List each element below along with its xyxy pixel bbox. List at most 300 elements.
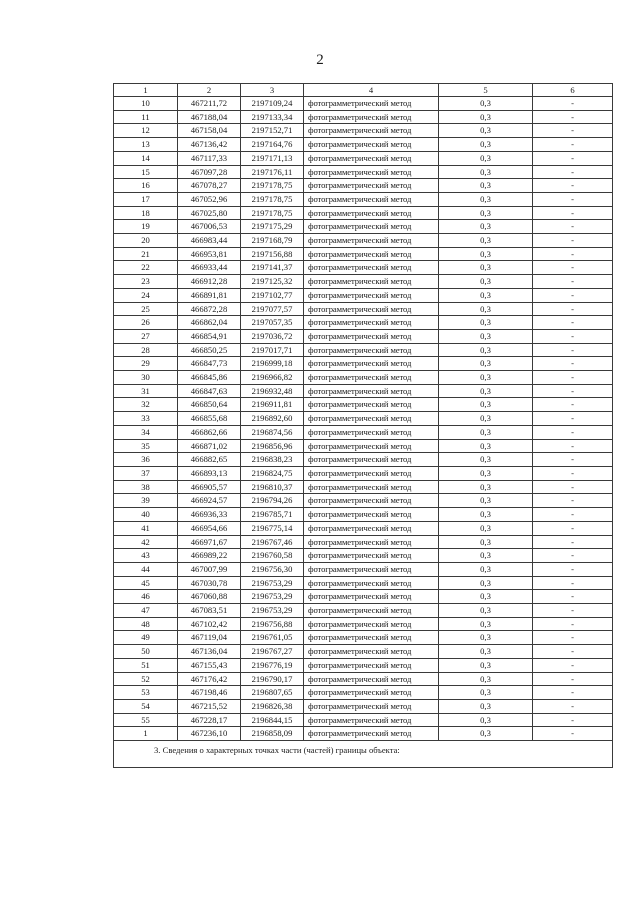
description-cell: - [533,192,613,206]
description-cell: - [533,165,613,179]
table-row [114,672,613,686]
accuracy-cell: 0,3 [439,699,533,713]
point-number-cell: 20 [114,234,178,248]
description-cell: - [533,425,613,439]
y-coordinate-cell: 2197178,75 [241,206,304,220]
table-row [114,480,613,494]
description-cell: - [533,97,613,111]
point-number-cell: 10 [114,97,178,111]
y-coordinate-cell: 2196756,88 [241,617,304,631]
point-number-cell: 22 [114,261,178,275]
description-cell: - [533,521,613,535]
table-row [114,124,613,138]
table-row [114,658,613,672]
table-footer-row [114,741,613,768]
description-cell: - [533,453,613,467]
description-cell: - [533,631,613,645]
y-coordinate-cell: 2196810,37 [241,480,304,494]
y-coordinate-cell: 2196874,56 [241,425,304,439]
table-row [114,97,613,111]
y-coordinate-cell: 2196911,81 [241,398,304,412]
accuracy-cell: 0,3 [439,549,533,563]
accuracy-cell: 0,3 [439,576,533,590]
method-cell: фотограмметрический метод [304,508,439,522]
description-cell: - [533,645,613,659]
y-coordinate-cell: 2196776,19 [241,658,304,672]
description-cell: - [533,412,613,426]
accuracy-cell: 0,3 [439,398,533,412]
method-cell: фотограмметрический метод [304,384,439,398]
x-coordinate-cell: 467215,52 [178,699,241,713]
point-number-cell: 39 [114,494,178,508]
point-number-cell: 54 [114,699,178,713]
accuracy-cell: 0,3 [439,384,533,398]
x-coordinate-cell: 467176,42 [178,672,241,686]
method-cell: фотограмметрический метод [304,727,439,741]
table-row [114,713,613,727]
point-number-cell: 45 [114,576,178,590]
method-cell: фотограмметрический метод [304,329,439,343]
x-coordinate-cell: 467188,04 [178,110,241,124]
table-row [114,357,613,371]
x-coordinate-cell: 467097,28 [178,165,241,179]
description-cell: - [533,466,613,480]
x-coordinate-cell: 467007,99 [178,562,241,576]
description-cell: - [533,384,613,398]
method-cell: фотограмметрический метод [304,412,439,426]
x-coordinate-cell: 466872,28 [178,302,241,316]
description-cell: - [533,247,613,261]
description-cell: - [533,508,613,522]
accuracy-cell: 0,3 [439,425,533,439]
method-cell: фотограмметрический метод [304,343,439,357]
table-row [114,220,613,234]
description-cell: - [533,329,613,343]
table-row [114,412,613,426]
point-number-cell: 42 [114,535,178,549]
y-coordinate-cell: 2196826,38 [241,699,304,713]
table-row [114,494,613,508]
y-coordinate-cell: 2196761,05 [241,631,304,645]
accuracy-cell: 0,3 [439,316,533,330]
table-row [114,384,613,398]
x-coordinate-cell: 467025,80 [178,206,241,220]
table-row [114,604,613,618]
description-cell: - [533,686,613,700]
y-coordinate-cell: 2197164,76 [241,138,304,152]
table-row [114,206,613,220]
method-cell: фотограмметрический метод [304,247,439,261]
point-number-cell: 49 [114,631,178,645]
point-number-cell: 44 [114,562,178,576]
accuracy-cell: 0,3 [439,412,533,426]
point-number-cell: 36 [114,453,178,467]
accuracy-cell: 0,3 [439,220,533,234]
x-coordinate-cell: 467030,78 [178,576,241,590]
x-coordinate-cell: 467155,43 [178,658,241,672]
table-row [114,727,613,741]
x-coordinate-cell: 467158,04 [178,124,241,138]
accuracy-cell: 0,3 [439,357,533,371]
accuracy-cell: 0,3 [439,97,533,111]
description-cell: - [533,713,613,727]
point-number-cell: 1 [114,727,178,741]
point-number-cell: 23 [114,275,178,289]
y-coordinate-cell: 2196807,65 [241,686,304,700]
table-row [114,521,613,535]
method-cell: фотограмметрический метод [304,686,439,700]
description-cell: - [533,343,613,357]
accuracy-cell: 0,3 [439,686,533,700]
accuracy-cell: 0,3 [439,247,533,261]
point-number-cell: 31 [114,384,178,398]
accuracy-cell: 0,3 [439,288,533,302]
description-cell: - [533,124,613,138]
accuracy-cell: 0,3 [439,138,533,152]
method-cell: фотограмметрический метод [304,206,439,220]
description-cell: - [533,316,613,330]
accuracy-cell: 0,3 [439,179,533,193]
method-cell: фотограмметрический метод [304,494,439,508]
x-coordinate-cell: 467006,53 [178,220,241,234]
method-cell: фотограмметрический метод [304,398,439,412]
table-row [114,576,613,590]
table-row [114,138,613,152]
table-row [114,316,613,330]
accuracy-cell: 0,3 [439,165,533,179]
point-number-cell: 53 [114,686,178,700]
table-row [114,617,613,631]
accuracy-cell: 0,3 [439,508,533,522]
accuracy-cell: 0,3 [439,604,533,618]
description-cell: - [533,302,613,316]
accuracy-cell: 0,3 [439,658,533,672]
method-cell: фотограмметрический метод [304,357,439,371]
accuracy-cell: 0,3 [439,302,533,316]
y-coordinate-cell: 2197109,24 [241,97,304,111]
x-coordinate-cell: 467083,51 [178,604,241,618]
description-cell: - [533,371,613,385]
accuracy-cell: 0,3 [439,480,533,494]
method-cell: фотограмметрический метод [304,453,439,467]
description-cell: - [533,439,613,453]
point-number-cell: 30 [114,371,178,385]
point-number-cell: 15 [114,165,178,179]
x-coordinate-cell: 466882,65 [178,453,241,467]
y-coordinate-cell: 2197125,32 [241,275,304,289]
y-coordinate-cell: 2197077,57 [241,302,304,316]
column-header: 3 [241,84,304,97]
description-cell: - [533,234,613,248]
x-coordinate-cell: 467198,46 [178,686,241,700]
method-cell: фотограмметрический метод [304,713,439,727]
y-coordinate-cell: 2196753,29 [241,590,304,604]
method-cell: фотограмметрический метод [304,658,439,672]
y-coordinate-cell: 2197102,77 [241,288,304,302]
y-coordinate-cell: 2197178,75 [241,192,304,206]
method-cell: фотограмметрический метод [304,521,439,535]
y-coordinate-cell: 2196756,30 [241,562,304,576]
accuracy-cell: 0,3 [439,727,533,741]
description-cell: - [533,658,613,672]
method-cell: фотограмметрический метод [304,288,439,302]
accuracy-cell: 0,3 [439,110,533,124]
accuracy-cell: 0,3 [439,275,533,289]
description-cell: - [533,275,613,289]
y-coordinate-cell: 2197175,29 [241,220,304,234]
y-coordinate-cell: 2196767,46 [241,535,304,549]
method-cell: фотограмметрический метод [304,604,439,618]
table-row [114,699,613,713]
x-coordinate-cell: 466924,57 [178,494,241,508]
point-number-cell: 16 [114,179,178,193]
method-cell: фотограмметрический метод [304,110,439,124]
y-coordinate-cell: 2196856,96 [241,439,304,453]
description-cell: - [533,138,613,152]
x-coordinate-cell: 467136,42 [178,138,241,152]
accuracy-cell: 0,3 [439,631,533,645]
method-cell: фотограмметрический метод [304,124,439,138]
table-row [114,453,613,467]
table-row [114,645,613,659]
method-cell: фотограмметрический метод [304,699,439,713]
point-number-cell: 46 [114,590,178,604]
method-cell: фотограмметрический метод [304,672,439,686]
x-coordinate-cell: 467211,72 [178,97,241,111]
point-number-cell: 18 [114,206,178,220]
table-row [114,686,613,700]
x-coordinate-cell: 466912,28 [178,275,241,289]
description-cell: - [533,288,613,302]
y-coordinate-cell: 2196844,15 [241,713,304,727]
point-number-cell: 25 [114,302,178,316]
y-coordinate-cell: 2197141,37 [241,261,304,275]
accuracy-cell: 0,3 [439,371,533,385]
accuracy-cell: 0,3 [439,329,533,343]
point-number-cell: 48 [114,617,178,631]
y-coordinate-cell: 2196753,29 [241,604,304,618]
y-coordinate-cell: 2196790,17 [241,672,304,686]
point-number-cell: 32 [114,398,178,412]
point-number-cell: 28 [114,343,178,357]
description-cell: - [533,672,613,686]
method-cell: фотограмметрический метод [304,549,439,563]
table-row [114,234,613,248]
x-coordinate-cell: 466989,22 [178,549,241,563]
x-coordinate-cell: 466854,91 [178,329,241,343]
x-coordinate-cell: 466936,33 [178,508,241,522]
description-cell: - [533,220,613,234]
method-cell: фотограмметрический метод [304,151,439,165]
description-cell: - [533,151,613,165]
table-row [114,535,613,549]
table-row [114,192,613,206]
x-coordinate-cell: 466847,63 [178,384,241,398]
x-coordinate-cell: 466862,04 [178,316,241,330]
x-coordinate-cell: 467117,33 [178,151,241,165]
table-row [114,562,613,576]
method-cell: фотограмметрический метод [304,631,439,645]
table-row [114,631,613,645]
table-row [114,288,613,302]
accuracy-cell: 0,3 [439,261,533,275]
accuracy-cell: 0,3 [439,343,533,357]
table-row [114,165,613,179]
point-number-cell: 34 [114,425,178,439]
method-cell: фотограмметрический метод [304,466,439,480]
table-row [114,151,613,165]
point-number-cell: 52 [114,672,178,686]
point-number-cell: 13 [114,138,178,152]
page-number: 2 [316,52,324,68]
accuracy-cell: 0,3 [439,535,533,549]
y-coordinate-cell: 2196932,48 [241,384,304,398]
description-cell: - [533,494,613,508]
table-row [114,549,613,563]
point-number-cell: 40 [114,508,178,522]
method-cell: фотограмметрический метод [304,302,439,316]
point-number-cell: 26 [114,316,178,330]
description-cell: - [533,480,613,494]
table-row [114,371,613,385]
description-cell: - [533,590,613,604]
x-coordinate-cell: 466862,66 [178,425,241,439]
table-row [114,466,613,480]
method-cell: фотограмметрический метод [304,165,439,179]
y-coordinate-cell: 2197057,35 [241,316,304,330]
table-row [114,302,613,316]
y-coordinate-cell: 2196824,75 [241,466,304,480]
accuracy-cell: 0,3 [439,590,533,604]
table-row [114,508,613,522]
y-coordinate-cell: 2197017,71 [241,343,304,357]
table-row [114,275,613,289]
method-cell: фотограмметрический метод [304,261,439,275]
point-number-cell: 29 [114,357,178,371]
description-cell: - [533,535,613,549]
point-number-cell: 50 [114,645,178,659]
y-coordinate-cell: 2197152,71 [241,124,304,138]
point-number-cell: 43 [114,549,178,563]
x-coordinate-cell: 467052,96 [178,192,241,206]
method-cell: фотограмметрический метод [304,590,439,604]
x-coordinate-cell: 466893,13 [178,466,241,480]
point-number-cell: 51 [114,658,178,672]
accuracy-cell: 0,3 [439,151,533,165]
accuracy-cell: 0,3 [439,124,533,138]
x-coordinate-cell: 467136,04 [178,645,241,659]
table-row [114,439,613,453]
y-coordinate-cell: 2196760,58 [241,549,304,563]
point-number-cell: 21 [114,247,178,261]
point-number-cell: 37 [114,466,178,480]
column-header: 2 [178,84,241,97]
table-row [114,329,613,343]
y-coordinate-cell: 2196892,60 [241,412,304,426]
method-cell: фотограмметрический метод [304,439,439,453]
x-coordinate-cell: 467078,27 [178,179,241,193]
accuracy-cell: 0,3 [439,521,533,535]
accuracy-cell: 0,3 [439,494,533,508]
method-cell: фотограмметрический метод [304,192,439,206]
x-coordinate-cell: 466871,02 [178,439,241,453]
table-row [114,590,613,604]
y-coordinate-cell: 2196753,29 [241,576,304,590]
point-number-cell: 55 [114,713,178,727]
x-coordinate-cell: 467102,42 [178,617,241,631]
table-row [114,261,613,275]
method-cell: фотограмметрический метод [304,576,439,590]
point-number-cell: 19 [114,220,178,234]
y-coordinate-cell: 2196966,82 [241,371,304,385]
coordinates-table [113,83,613,768]
point-number-cell: 17 [114,192,178,206]
column-header: 5 [439,84,533,97]
y-coordinate-cell: 2197168,79 [241,234,304,248]
description-cell: - [533,549,613,563]
x-coordinate-cell: 466954,66 [178,521,241,535]
point-number-cell: 33 [114,412,178,426]
table-row [114,398,613,412]
description-cell: - [533,398,613,412]
method-cell: фотограмметрический метод [304,371,439,385]
x-coordinate-cell: 467060,88 [178,590,241,604]
table-row [114,179,613,193]
x-coordinate-cell: 466847,73 [178,357,241,371]
description-cell: - [533,357,613,371]
method-cell: фотограмметрический метод [304,234,439,248]
x-coordinate-cell: 466850,25 [178,343,241,357]
y-coordinate-cell: 2196858,09 [241,727,304,741]
accuracy-cell: 0,3 [439,617,533,631]
point-number-cell: 38 [114,480,178,494]
accuracy-cell: 0,3 [439,466,533,480]
method-cell: фотограмметрический метод [304,179,439,193]
y-coordinate-cell: 2197178,75 [241,179,304,193]
y-coordinate-cell: 2196785,71 [241,508,304,522]
description-cell: - [533,562,613,576]
table-row [114,425,613,439]
method-cell: фотограмметрический метод [304,220,439,234]
method-cell: фотограмметрический метод [304,645,439,659]
x-coordinate-cell: 467236,10 [178,727,241,741]
point-number-cell: 12 [114,124,178,138]
accuracy-cell: 0,3 [439,192,533,206]
x-coordinate-cell: 467228,17 [178,713,241,727]
accuracy-cell: 0,3 [439,672,533,686]
y-coordinate-cell: 2197176,11 [241,165,304,179]
y-coordinate-cell: 2197171,13 [241,151,304,165]
method-cell: фотограмметрический метод [304,316,439,330]
y-coordinate-cell: 2197156,88 [241,247,304,261]
table-header-row [114,84,613,97]
x-coordinate-cell: 466905,57 [178,480,241,494]
x-coordinate-cell: 466891,81 [178,288,241,302]
table-row [114,343,613,357]
x-coordinate-cell: 466933,44 [178,261,241,275]
x-coordinate-cell: 466845,86 [178,371,241,385]
description-cell: - [533,617,613,631]
method-cell: фотограмметрический метод [304,97,439,111]
column-header: 4 [304,84,439,97]
method-cell: фотограмметрический метод [304,138,439,152]
column-header: 1 [114,84,178,97]
method-cell: фотограмметрический метод [304,535,439,549]
method-cell: фотограмметрический метод [304,425,439,439]
table-row [114,110,613,124]
method-cell: фотограмметрический метод [304,275,439,289]
point-number-cell: 27 [114,329,178,343]
